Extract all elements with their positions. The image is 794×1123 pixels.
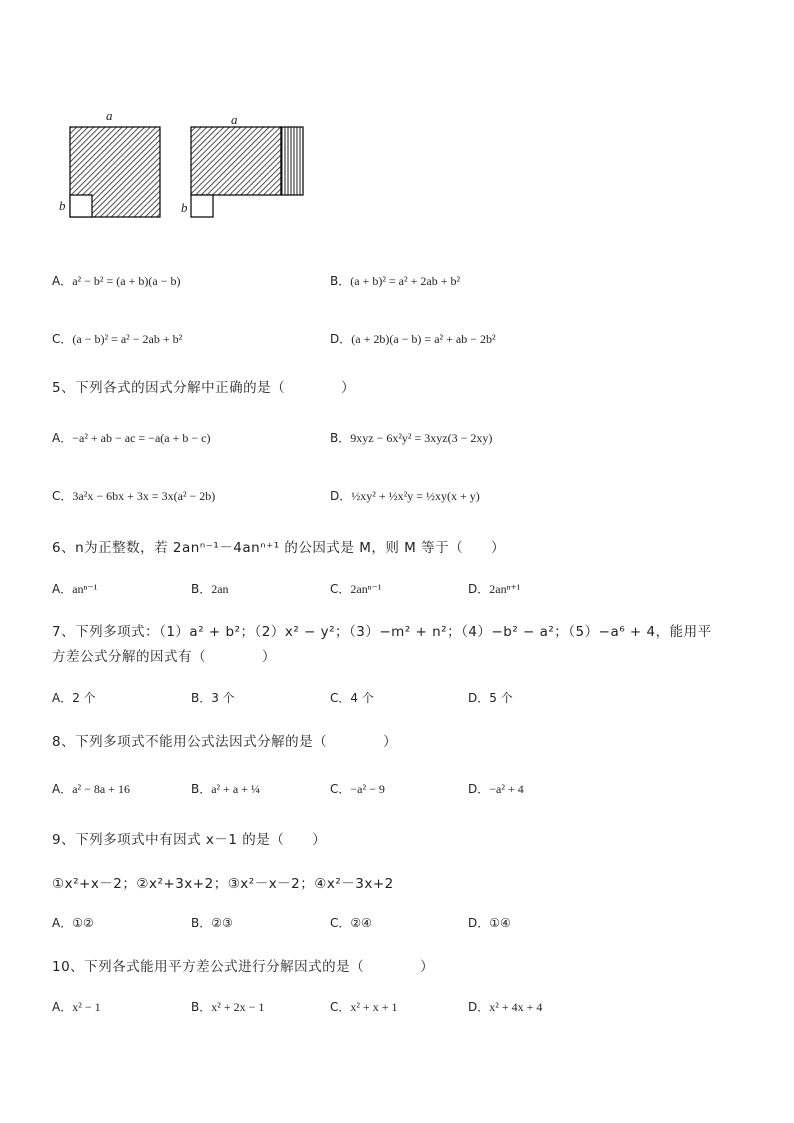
q7-option-c[interactable]: C．4 个 — [330, 691, 374, 705]
q8-option-d[interactable]: D．−a² + 4 — [468, 782, 524, 796]
label-b-right: b — [181, 200, 188, 215]
q8-stem: 8、下列多项式不能用公式法因式分解的是（ ） — [52, 734, 398, 750]
q4-option-a[interactable]: A．a² − b² = (a + b)(a − b) — [52, 274, 181, 288]
q9-option-c[interactable]: C．②④ — [330, 916, 372, 930]
q8-option-a[interactable]: A．a² − 8a + 16 — [52, 782, 131, 796]
q9-option-b[interactable]: B．②③ — [191, 916, 233, 930]
q5-option-d[interactable]: D．½xy² + ½x²y = ½xy(x + y) — [330, 489, 480, 503]
q7-stem-line1: 7、下列多项式：（1）a² + b²；（2）x² − y²；（3）−m² + n²；（4）−b² − a²；（5）−a⁶ + 4，能用平 — [52, 624, 712, 640]
label-b-left: b — [59, 198, 66, 213]
q6-option-a[interactable]: A．anⁿ⁻¹ — [52, 582, 98, 596]
left-small-square — [70, 195, 92, 217]
q7-stem-line2: 方差公式分解的因式有（ ） — [52, 649, 276, 665]
right-shaded-rect — [191, 127, 281, 195]
q8-option-b[interactable]: B．a² + a + ¼ — [191, 782, 261, 796]
q5-option-a[interactable]: A．−a² + ab − ac = −a(a + b − c) — [52, 431, 211, 445]
q7-option-d[interactable]: D．5 个 — [468, 691, 513, 705]
q10-stem: 10、下列各式能用平方差公式进行分解因式的是（ ） — [52, 959, 435, 975]
q6-option-d[interactable]: D．2anⁿ⁺¹ — [468, 582, 521, 596]
q10-option-c[interactable]: C．x² + x + 1 — [330, 1000, 398, 1014]
q4-option-d[interactable]: D．(a + 2b)(a − b) = a² + ab − 2b² — [330, 332, 496, 346]
q7-option-b[interactable]: B．3 个 — [191, 691, 235, 705]
q5-stem: 5、下列各式的因式分解中正确的是（ ） — [52, 380, 356, 396]
q6-option-c[interactable]: C．2anⁿ⁻¹ — [330, 582, 382, 596]
q7-option-a[interactable]: A．2 个 — [52, 691, 96, 705]
q4-option-b[interactable]: B．(a + b)² = a² + 2ab + b² — [330, 274, 461, 288]
q5-option-c[interactable]: C．3a²x − 6bx + 3x = 3x(a² − 2b) — [52, 489, 216, 503]
q5-option-b[interactable]: B．9xyz − 6x²y² = 3xyz(3 − 2xy) — [330, 431, 493, 445]
q10-option-a[interactable]: A．x² − 1 — [52, 1000, 101, 1014]
q9-option-a[interactable]: A．①② — [52, 916, 94, 930]
q4-option-c[interactable]: C．(a − b)² = a² − 2ab + b² — [52, 332, 183, 346]
right-small-square — [191, 195, 213, 217]
label-a-left: a — [106, 108, 113, 123]
right-strip — [281, 127, 303, 195]
q10-option-b[interactable]: B．x² + 2x − 1 — [191, 1000, 265, 1014]
q9-option-d[interactable]: D．①④ — [468, 916, 511, 930]
q10-option-d[interactable]: D．x² + 4x + 4 — [468, 1000, 543, 1014]
q9-stem: 9、下列多项式中有因式 x－1 的是（ ） — [52, 832, 327, 848]
label-a-right: a — [231, 112, 238, 127]
q6-option-b[interactable]: B．2an — [191, 582, 229, 596]
q8-option-c[interactable]: C．−a² − 9 — [330, 782, 385, 796]
q6-stem: 6、n为正整数，若 2anⁿ⁻¹－4anⁿ⁺¹ 的公因式是 M，则 M 等于（ ） — [52, 540, 506, 556]
q9-subitems: ①x²+x－2；②x²+3x+2；③x²－x－2；④x²－3x+2 — [52, 876, 394, 892]
